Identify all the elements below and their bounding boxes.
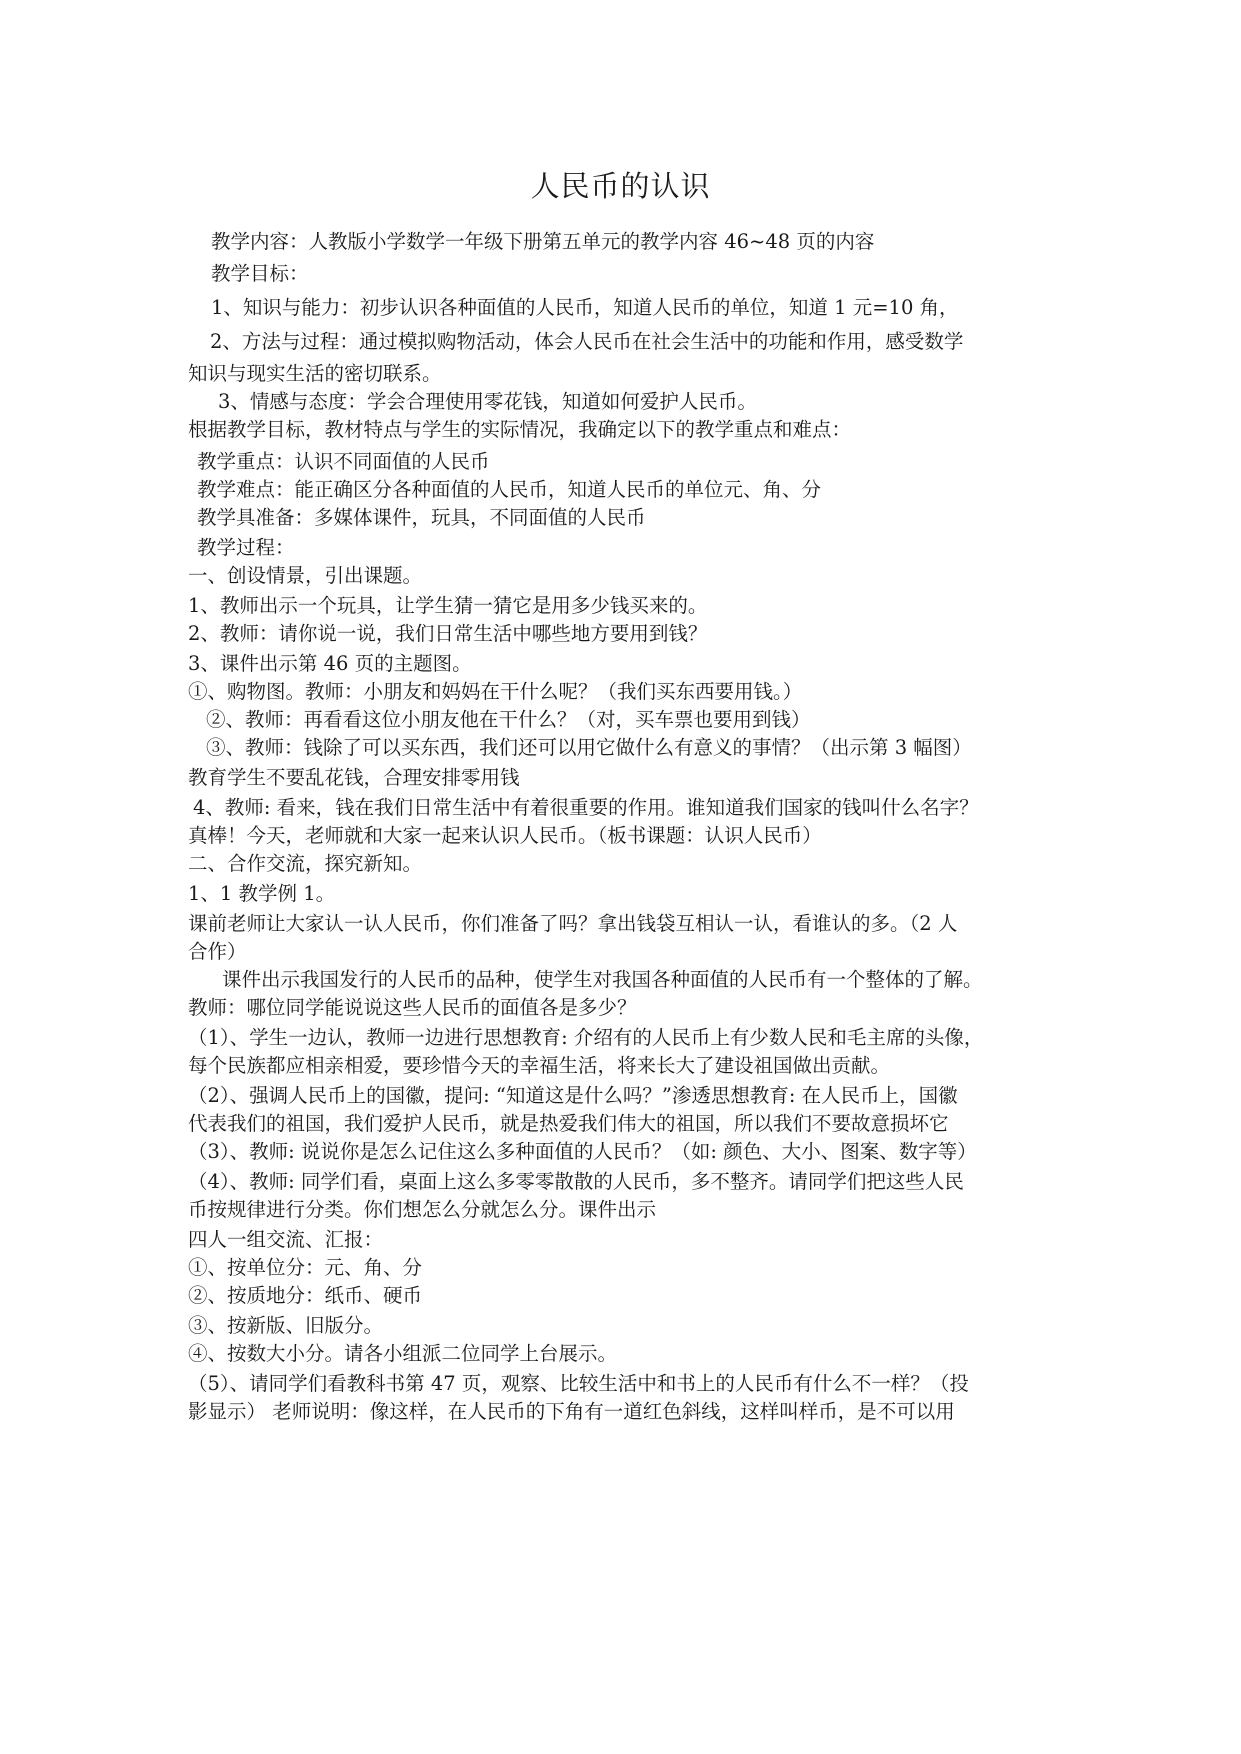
- paragraph-line: 教学过程：: [197, 536, 295, 559]
- paragraph-line: 4、教师: 看来，钱在我们日常生活中有着很重要的作用。谁知道我们国家的钱叫什么名字？: [193, 796, 979, 819]
- paragraph-line: 2、方法与过程：通过模拟购物活动，体会人民币在社会生活中的功能和作用，感受数学: [210, 330, 964, 353]
- paragraph-line: 真棒！今天，老师就和大家一起来认识人民币。（板书课题：认识人民币）: [188, 824, 822, 847]
- paragraph-line: 课前老师让大家认一认人民币，你们准备了吗？拿出钱袋互相认一认，看谁认的多。（2 人: [188, 912, 958, 935]
- paragraph-line: 2、教师：请你说一说，我们日常生活中哪些地方要用到钱？: [188, 622, 708, 645]
- paragraph-line: ③、按新版、旧版分。: [188, 1314, 384, 1337]
- paragraph-line: 影显示） 老师说明：像这样，在人民币的下角有一道红色斜线，这样叫样币，是不可以用: [188, 1400, 955, 1423]
- paragraph-line: ③、教师：钱除了可以买东西，我们还可以用它做什么有意义的事情？（出示第 3 幅图）: [206, 736, 972, 759]
- paragraph-line: 知识与现实生活的密切联系。: [188, 362, 442, 385]
- paragraph-line: 课件出示我国发行的人民币的品种，使学生对我国各种面值的人民币有一个整体的了解。: [222, 968, 983, 991]
- paragraph-line: 3、课件出示第 46 页的主题图。: [188, 652, 472, 675]
- paragraph-line: 1、1 教学例 1。: [188, 882, 336, 905]
- paragraph-line: ①、购物图。教师：小朋友和妈妈在干什么呢？（我们买东西要用钱。）: [188, 680, 803, 703]
- paragraph-line: ②、教师：再看看这位小朋友他在干什么？（对，买车票也要用到钱）: [206, 708, 811, 731]
- paragraph-line: （1）、学生一边认，教师一边进行思想教育: 介绍有的人民币上有少数人民和毛主席的头像，: [188, 1026, 984, 1049]
- paragraph-line: 3、情感与态度：学会合理使用零花钱，知道如何爱护人民币。: [218, 390, 757, 413]
- paragraph-line: 教学重点：认识不同面值的人民币: [197, 450, 490, 473]
- document-title: 人民币的认识: [530, 169, 711, 203]
- paragraph-line: （4）、教师: 同学们看，桌面上这么多零零散散的人民币，多不整齐。请同学们把这些人民: [188, 1170, 964, 1193]
- paragraph-line: （5）、请同学们看教科书第 47 页，观察、比较生活中和书上的人民币有什么不一样？（投: [188, 1372, 969, 1395]
- paragraph-line: 教育学生不要乱花钱，合理安排零用钱: [188, 766, 520, 789]
- paragraph-line: 每个民族都应相亲相爱，要珍惜今天的幸福生活，将来长大了建设祖国做出贡献。: [188, 1054, 891, 1077]
- paragraph-line: 币按规律进行分类。你们想怎么分就怎么分。课件出示: [188, 1198, 657, 1221]
- paragraph-line: （2）、强调人民币上的国徽，提问: “知道这是什么吗？”渗透思想教育: 在人民币上，国徽: [188, 1084, 958, 1107]
- paragraph-line: 根据教学目标，教材特点与学生的实际情况，我确定以下的教学重点和难点：: [188, 418, 852, 441]
- paragraph-line: ②、按质地分：纸币、硬币: [188, 1284, 423, 1307]
- paragraph-line: 代表我们的祖国，我们爱护人民币，就是热爱我们伟大的祖国，所以我们不要故意损坏它: [188, 1112, 949, 1135]
- paragraph-line: 合作）: [188, 940, 247, 963]
- paragraph-line: 四人一组交流、汇报：: [188, 1228, 384, 1251]
- paragraph-line: 一、创设情景，引出课题。: [188, 564, 423, 587]
- paragraph-line: 教学难点：能正确区分各种面值的人民币，知道人民币的单位元、角、分: [197, 478, 822, 501]
- paragraph-line: 二、合作交流，探究新知。: [188, 852, 423, 875]
- paragraph-line: ①、按单位分：元、角、分: [188, 1256, 423, 1279]
- paragraph-line: 教学具准备：多媒体课件，玩具，不同面值的人民币: [197, 506, 646, 529]
- paragraph-line: ④、按数大小分。请各小组派二位同学上台展示。: [188, 1342, 618, 1365]
- paragraph-line: 教学内容：人教版小学数学一年级下册第五单元的教学内容 46~48 页的内容: [211, 230, 875, 253]
- paragraph-line: 教学目标：: [211, 262, 309, 285]
- paragraph-line: （3）、教师: 说说你是怎么记住这么多种面值的人民币？（如: 颜色、大小、图案、数字等）: [188, 1140, 977, 1163]
- paragraph-line: 教师：哪位同学能说说这些人民币的面值各是多少？: [188, 996, 637, 1019]
- paragraph-line: 1、知识与能力：初步认识各种面值的人民币，知道人民币的单位，知道 1 元=10 角，: [211, 296, 959, 319]
- paragraph-line: 1、教师出示一个玩具，让学生猜一猜它是用多少钱买来的。: [188, 594, 708, 617]
